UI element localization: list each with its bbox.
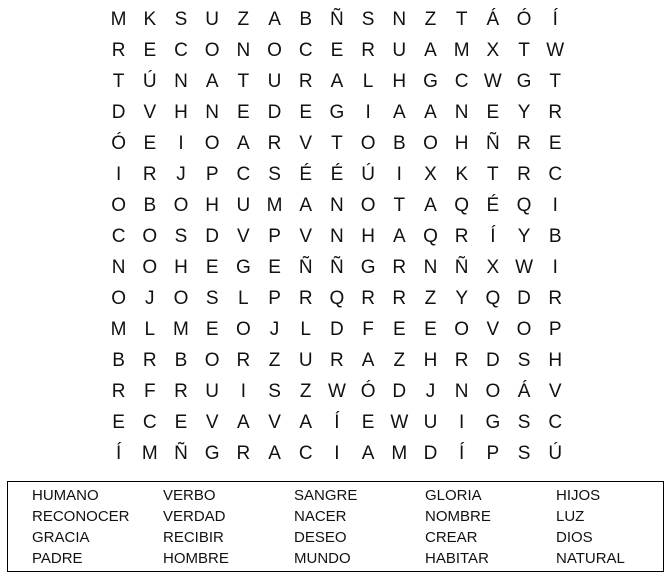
grid-cell[interactable]: O xyxy=(142,257,158,278)
grid-cell[interactable]: X xyxy=(486,257,500,278)
word-bank-item: DESEO xyxy=(294,529,347,546)
grid-cell[interactable]: E xyxy=(205,257,219,278)
grid-cell[interactable]: R xyxy=(548,288,563,309)
grid-cell[interactable]: O xyxy=(173,288,189,309)
grid-cell[interactable]: A xyxy=(361,350,375,371)
grid-cell[interactable]: C xyxy=(142,412,157,433)
grid-cell[interactable]: G xyxy=(329,102,345,123)
grid-cell[interactable]: T xyxy=(112,71,125,92)
grid-cell[interactable]: M xyxy=(453,40,470,61)
grid-cell[interactable]: Z xyxy=(393,350,406,371)
grid-cell[interactable]: X xyxy=(424,164,437,185)
grid-cell[interactable]: T xyxy=(455,9,468,30)
grid-cell[interactable]: Ó xyxy=(516,9,532,30)
grid-cell[interactable]: N xyxy=(174,71,188,92)
grid-cell[interactable]: R xyxy=(236,350,251,371)
grid-cell[interactable]: I xyxy=(552,257,558,278)
grid-cell[interactable]: T xyxy=(518,40,530,61)
grid-cell[interactable]: V xyxy=(299,226,313,247)
grid-cell[interactable]: B xyxy=(299,9,313,30)
grid-cell[interactable]: L xyxy=(144,319,156,340)
grid-cell[interactable]: U xyxy=(205,9,220,30)
grid-cell[interactable]: N xyxy=(330,195,344,216)
grid-cell[interactable]: P xyxy=(548,319,562,340)
grid-cell[interactable]: N xyxy=(392,9,407,30)
grid-cell[interactable]: O xyxy=(360,195,376,216)
word-bank-item: NOMBRE xyxy=(425,508,491,525)
grid-cell[interactable]: Q xyxy=(485,288,501,309)
grid-cell[interactable]: Í xyxy=(115,443,122,464)
grid-cell[interactable]: R xyxy=(517,164,531,185)
grid-cell[interactable]: Ó xyxy=(360,381,376,402)
grid-cell[interactable]: W xyxy=(390,412,409,433)
grid-cell[interactable]: W xyxy=(483,71,502,92)
grid-cell[interactable]: C xyxy=(454,71,469,92)
grid-cell[interactable]: R xyxy=(330,350,344,371)
grid-cell[interactable]: Y xyxy=(455,288,468,309)
grid-cell[interactable]: B xyxy=(143,195,157,216)
word-bank-item: RECIBIR xyxy=(163,529,224,546)
grid-cell[interactable]: H xyxy=(174,102,188,123)
grid-cell[interactable]: Ú xyxy=(142,71,157,92)
grid-cell[interactable]: B xyxy=(548,226,562,247)
grid-cell[interactable]: P xyxy=(205,164,219,185)
grid-cell[interactable]: Ñ xyxy=(330,9,344,30)
grid-cell[interactable]: A xyxy=(424,102,437,123)
grid-cell[interactable]: A xyxy=(268,9,281,30)
grid-cell[interactable]: P xyxy=(268,288,281,309)
grid-cell[interactable]: M xyxy=(391,443,408,464)
word-bank xyxy=(7,481,664,572)
grid-cell[interactable]: R xyxy=(111,40,126,61)
grid-cell[interactable]: P xyxy=(486,443,500,464)
grid-cell[interactable]: G xyxy=(516,71,532,92)
grid-cell[interactable]: E xyxy=(112,412,125,433)
grid-cell[interactable]: O xyxy=(204,133,220,154)
grid-cell[interactable]: S xyxy=(174,226,188,247)
grid-cell[interactable]: N xyxy=(205,102,220,123)
grid-cell[interactable]: R xyxy=(361,40,375,61)
grid-cell[interactable]: A xyxy=(392,226,406,247)
grid-cell[interactable]: E xyxy=(486,102,500,123)
grid-cell[interactable]: C xyxy=(548,412,563,433)
grid-cell[interactable]: L xyxy=(238,288,249,309)
grid-cell[interactable]: U xyxy=(423,412,438,433)
grid-cell[interactable]: A xyxy=(424,40,437,61)
grid-cell[interactable]: Í xyxy=(334,412,340,433)
grid-cell[interactable]: E xyxy=(205,319,219,340)
grid-cell[interactable]: B xyxy=(112,350,125,371)
grid-cell[interactable]: A xyxy=(205,71,219,92)
grid-cell[interactable]: D xyxy=(517,288,531,309)
grid-cell[interactable]: O xyxy=(235,319,251,340)
grid-cell[interactable]: E xyxy=(299,102,313,123)
word-bank-item: LUZ xyxy=(556,508,585,525)
grid-cell[interactable]: D xyxy=(205,226,220,247)
word-bank-item: NACER xyxy=(294,508,347,525)
grid-cell[interactable]: Í xyxy=(490,226,496,247)
grid-cell[interactable]: S xyxy=(517,350,531,371)
grid-cell[interactable]: M xyxy=(110,319,127,340)
grid-cell[interactable]: M xyxy=(266,195,283,216)
grid-cell[interactable]: V xyxy=(548,381,562,402)
grid-cell[interactable]: C xyxy=(298,443,313,464)
word-bank-item: VERBO xyxy=(163,487,216,504)
grid-cell[interactable]: J xyxy=(176,164,186,185)
grid-cell[interactable]: Z xyxy=(268,350,281,371)
grid-cell[interactable]: T xyxy=(549,71,562,92)
grid-cell[interactable]: L xyxy=(300,319,311,340)
grid-cell[interactable]: E xyxy=(392,319,406,340)
grid-cell[interactable]: I xyxy=(365,102,371,123)
grid-cell[interactable]: H xyxy=(454,133,469,154)
grid-cell[interactable]: R xyxy=(517,133,531,154)
grid-cell[interactable]: T xyxy=(237,71,250,92)
grid-cell[interactable]: P xyxy=(268,226,281,247)
grid-cell[interactable]: V xyxy=(205,412,219,433)
grid-cell[interactable]: A xyxy=(361,443,375,464)
grid-cell[interactable]: N xyxy=(454,102,469,123)
word-bank-item: HABITAR xyxy=(425,550,489,567)
grid-cell[interactable]: O xyxy=(485,381,501,402)
grid-cell[interactable]: D xyxy=(485,350,500,371)
grid-cell[interactable]: U xyxy=(392,40,407,61)
grid-cell[interactable]: D xyxy=(423,443,438,464)
grid-cell[interactable]: U xyxy=(205,381,220,402)
grid-cell[interactable]: H xyxy=(174,257,188,278)
grid-cell[interactable]: E xyxy=(424,319,437,340)
grid-cell[interactable]: T xyxy=(331,133,343,154)
grid-cell[interactable]: I xyxy=(334,443,340,464)
word-bank-item: NATURAL xyxy=(556,550,625,567)
grid-cell[interactable]: T xyxy=(393,195,406,216)
grid-cell[interactable]: C xyxy=(174,40,188,61)
grid-cell[interactable]: I xyxy=(115,164,122,185)
grid-cell[interactable]: G xyxy=(423,71,438,92)
grid-cell[interactable]: J xyxy=(269,319,280,340)
grid-cell[interactable]: I xyxy=(178,133,184,154)
grid-cell[interactable]: R xyxy=(392,257,407,278)
grid-cell[interactable]: G xyxy=(360,257,376,278)
grid-cell[interactable]: V xyxy=(237,226,250,247)
grid-cell[interactable]: F xyxy=(362,319,374,340)
grid-cell[interactable]: U xyxy=(267,71,282,92)
grid-cell[interactable]: M xyxy=(110,9,127,30)
grid-cell[interactable]: H xyxy=(392,71,407,92)
word-bank-item: GLORIA xyxy=(425,487,482,504)
grid-cell[interactable]: C xyxy=(548,164,563,185)
grid-cell[interactable]: Ú xyxy=(361,164,375,185)
grid-cell[interactable]: E xyxy=(143,133,157,154)
grid-cell[interactable]: Q xyxy=(516,195,532,216)
grid-cell[interactable]: J xyxy=(145,288,155,309)
grid-cell[interactable]: F xyxy=(143,381,156,402)
grid-cell[interactable]: O xyxy=(204,350,220,371)
word-bank-item: CREAR xyxy=(425,529,478,546)
grid-cell[interactable]: S xyxy=(268,381,281,402)
grid-cell[interactable]: S xyxy=(205,288,219,309)
word-bank-item: HIJOS xyxy=(556,487,601,504)
grid-cell[interactable]: O xyxy=(423,133,438,154)
grid-cell[interactable]: Y xyxy=(517,226,531,247)
grid-cell[interactable]: B xyxy=(174,350,188,371)
word-bank-item: DIOS xyxy=(556,529,593,546)
grid-cell[interactable]: O xyxy=(454,319,470,340)
grid-cell[interactable]: Z xyxy=(237,9,250,30)
grid-cell[interactable]: R xyxy=(298,71,313,92)
grid-cell[interactable]: O xyxy=(204,40,220,61)
grid-cell[interactable]: B xyxy=(392,133,406,154)
grid-cell[interactable]: R xyxy=(454,226,469,247)
grid-cell[interactable]: R xyxy=(174,381,188,402)
grid-cell[interactable]: N xyxy=(236,40,251,61)
grid-cell[interactable]: R xyxy=(392,288,407,309)
grid-cell[interactable]: Í xyxy=(552,9,558,30)
grid-cell[interactable]: Y xyxy=(517,102,531,123)
grid-cell[interactable]: O xyxy=(267,40,282,61)
grid-cell[interactable]: I xyxy=(396,164,402,185)
letter-grid xyxy=(103,4,571,469)
grid-cell[interactable]: T xyxy=(487,164,499,185)
grid-cell[interactable]: N xyxy=(111,257,126,278)
word-bank-item: RECONOCER xyxy=(32,508,130,525)
grid-cell[interactable]: A xyxy=(268,443,281,464)
grid-cell[interactable]: K xyxy=(455,164,468,185)
grid-cell[interactable]: O xyxy=(111,195,126,216)
grid-cell[interactable]: G xyxy=(235,257,251,278)
grid-cell[interactable]: R xyxy=(361,288,375,309)
grid-cell[interactable]: C xyxy=(111,226,126,247)
grid-cell[interactable]: Ó xyxy=(111,133,126,154)
grid-cell[interactable]: D xyxy=(392,381,407,402)
grid-cell[interactable]: E xyxy=(174,412,188,433)
grid-cell[interactable]: A xyxy=(330,71,344,92)
grid-cell[interactable]: I xyxy=(459,412,465,433)
grid-cell[interactable]: Q xyxy=(423,226,438,247)
grid-cell[interactable]: H xyxy=(205,195,220,216)
grid-cell[interactable]: E xyxy=(143,40,157,61)
grid-cell[interactable]: A xyxy=(424,195,437,216)
grid-cell[interactable]: M xyxy=(173,319,189,340)
grid-cell[interactable]: Í xyxy=(459,443,465,464)
grid-cell[interactable]: D xyxy=(111,102,126,123)
grid-cell[interactable]: M xyxy=(141,443,158,464)
grid-cell[interactable]: Q xyxy=(329,288,345,309)
grid-cell[interactable]: H xyxy=(361,226,375,247)
grid-cell[interactable]: É xyxy=(299,164,313,185)
grid-cell[interactable]: A xyxy=(237,412,250,433)
grid-cell[interactable]: A xyxy=(237,133,250,154)
grid-cell[interactable]: S xyxy=(174,9,188,30)
word-bank-item: MUNDO xyxy=(294,550,351,567)
grid-cell[interactable]: N xyxy=(454,381,469,402)
grid-cell[interactable]: O xyxy=(173,195,189,216)
grid-cell[interactable]: I xyxy=(240,381,246,402)
grid-cell[interactable]: X xyxy=(486,40,500,61)
grid-cell[interactable]: N xyxy=(330,226,344,247)
grid-cell[interactable]: R xyxy=(111,381,126,402)
word-bank-item: HOMBRE xyxy=(163,550,229,567)
word-bank-item: VERDAD xyxy=(163,508,226,525)
grid-cell[interactable]: R xyxy=(142,350,157,371)
grid-cell[interactable]: C xyxy=(236,164,251,185)
grid-cell[interactable]: G xyxy=(204,443,220,464)
grid-cell[interactable]: R xyxy=(298,288,313,309)
word-bank-item: PADRE xyxy=(32,550,83,567)
grid-cell[interactable]: J xyxy=(425,381,436,402)
grid-cell[interactable]: O xyxy=(516,319,532,340)
grid-cell[interactable]: K xyxy=(143,9,157,30)
word-bank-item: SANGRE xyxy=(294,487,358,504)
grid-cell[interactable]: U xyxy=(236,195,251,216)
grid-cell[interactable]: W xyxy=(327,381,346,402)
grid-cell[interactable]: A xyxy=(299,195,313,216)
grid-cell[interactable]: G xyxy=(485,412,501,433)
grid-cell[interactable]: H xyxy=(548,350,563,371)
grid-cell[interactable]: R xyxy=(267,133,282,154)
grid-cell[interactable]: V xyxy=(299,133,313,154)
grid-cell[interactable]: É xyxy=(486,195,500,216)
grid-cell[interactable]: O xyxy=(142,226,158,247)
grid-cell[interactable]: Ñ xyxy=(485,133,500,154)
grid-cell[interactable]: O xyxy=(111,288,126,309)
grid-cell[interactable]: W xyxy=(515,257,533,278)
grid-cell[interactable]: Q xyxy=(454,195,470,216)
grid-cell[interactable]: U xyxy=(298,350,313,371)
grid-cell[interactable]: H xyxy=(423,350,438,371)
grid-cell[interactable]: E xyxy=(330,40,344,61)
grid-cell[interactable]: V xyxy=(268,412,281,433)
grid-cell[interactable]: D xyxy=(330,319,344,340)
grid-cell[interactable]: R xyxy=(236,443,251,464)
grid-cell[interactable]: D xyxy=(267,102,282,123)
grid-cell[interactable]: Ñ xyxy=(454,257,469,278)
grid-cell[interactable]: Ñ xyxy=(298,257,313,278)
grid-cell[interactable]: C xyxy=(298,40,313,61)
grid-cell[interactable]: I xyxy=(552,195,558,216)
grid-cell[interactable]: Z xyxy=(424,9,437,30)
grid-cell[interactable]: E xyxy=(237,102,250,123)
grid-cell[interactable]: Ú xyxy=(548,443,563,464)
grid-cell[interactable]: Ñ xyxy=(174,443,188,464)
grid-cell[interactable]: Z xyxy=(424,288,437,309)
grid-cell[interactable]: W xyxy=(546,40,565,61)
grid-cell[interactable]: S xyxy=(361,9,375,30)
grid-cell[interactable]: S xyxy=(517,443,531,464)
grid-cell[interactable]: V xyxy=(486,319,500,340)
grid-cell[interactable]: O xyxy=(360,133,376,154)
grid-cell[interactable]: É xyxy=(330,164,344,185)
word-bank-item: HUMANO xyxy=(32,487,99,504)
grid-cell[interactable]: Ñ xyxy=(330,257,344,278)
grid-cell[interactable]: E xyxy=(361,412,375,433)
grid-cell[interactable]: E xyxy=(548,133,562,154)
grid-cell[interactable]: L xyxy=(362,71,374,92)
grid-cell[interactable]: R xyxy=(548,102,563,123)
word-bank-item: GRACIA xyxy=(32,529,90,546)
grid-cell[interactable]: V xyxy=(143,102,157,123)
grid-cell[interactable]: S xyxy=(268,164,281,185)
grid-cell[interactable]: Á xyxy=(517,381,531,402)
grid-cell[interactable]: R xyxy=(142,164,157,185)
grid-cell[interactable]: R xyxy=(454,350,469,371)
grid-cell[interactable]: S xyxy=(517,412,531,433)
grid-cell[interactable]: E xyxy=(268,257,281,278)
grid-cell[interactable]: N xyxy=(423,257,438,278)
grid-cell[interactable]: A xyxy=(299,412,313,433)
grid-cell[interactable]: Á xyxy=(486,9,500,30)
grid-cell[interactable]: Z xyxy=(299,381,312,402)
grid-cell[interactable]: A xyxy=(392,102,406,123)
